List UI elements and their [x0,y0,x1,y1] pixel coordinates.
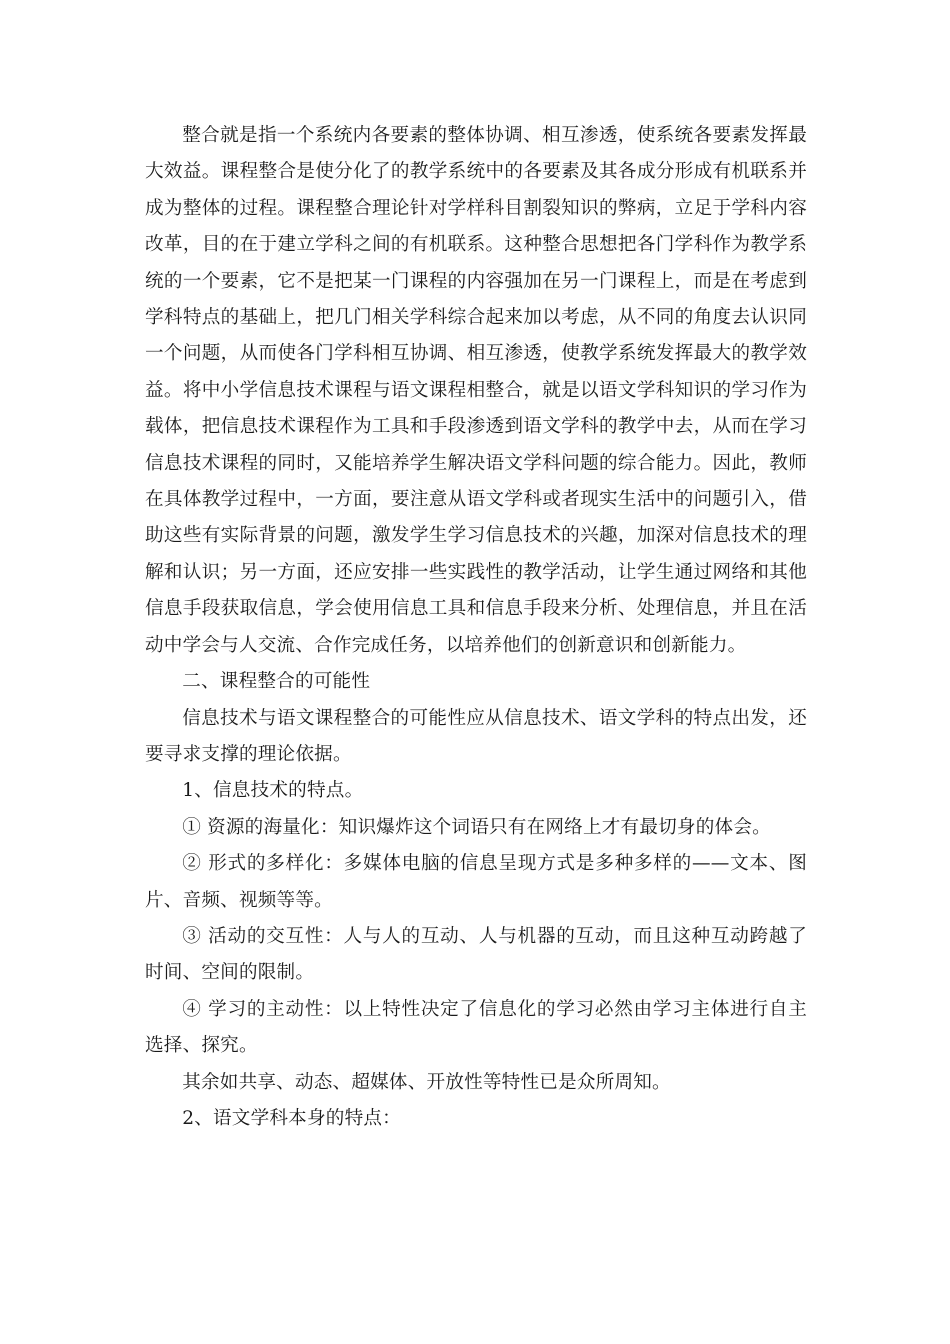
subheading-chinese-features: 2、语文学科本身的特点： [182,1107,401,1129]
document-body [145,118,807,1137]
paragraph-possibility-intro: 信息技术与语文课程整合的可能性应从信息技术、语文学科的特点出发，还要寻求支撑的理论依据。 [145,707,807,765]
paragraph-integration-definition: 整合就是指一个系统内各要素的整体协调、相互渗透，使系统各要素发挥最大效益。课程整合是使分化了的教学系统中的各要素及其各成分形成有机联系并成为整体的过程。课程整合理论针对学样科目割裂知识的弊病，立足于学科内容改革，目的在于建立学科之间的有机联系。这种整合思想把各门学科作为教学系统的一个要素，它不是把某一门课程的内容强加在另一门课程上，而是在考虑到学科特点的基础上，把几门相关学科综合起来加以考虑，从不同的角度去认识同一个问题，从而使各门学科相互协调、相互渗透，使教学系统发挥最大的教学效益。将中小学信息技术课程与语文课程相整合，就是以语文学科知识的学习作为载体，把信息技术课程作为工具和手段渗透到语文学科的教学中去，从而在学习信息技术课程的同时，又能培养学生解决语文学科问题的综合能力。因此，教师在具体教学过程中，一方面，要注意从语文学科或者现实生活中的问题引入，借助这些有实际背景的问题，激发学生学习信息技术的兴趣，加深对信息技术的理解和认识；另一方面，还应安排一些实践性的教学活动，让学生通过网络和其他信息手段获取信息，学会使用信息工具和信息手段来分析、处理信息，并且在活动中学会与人交流、合作完成任务，以培养他们的创新意识和创新能力。 [145,125,807,656]
list-item-initiative: ④ 学习的主动性：以上特性决定了信息化的学习必然由学习主体进行自主选择、探究。 [145,998,807,1057]
list-item-resources: ① 资源的海量化：知识爆炸这个词语只有在网络上才有最切身的体会。 [182,816,771,838]
list-item-interactivity: ③ 活动的交互性：人与人的互动、人与机器的互动，而且这种互动跨越了时间、空间的限制。 [145,925,807,984]
list-item-forms: ② 形式的多样化：多媒体电脑的信息呈现方式是多种多样的——文本、图片、音频、视频等等。 [145,853,807,911]
section-heading-possibility: 二、课程整合的可能性 [182,671,371,693]
paragraph-other-features: 其余如共享、动态、超媒体、开放性等特性已是众所周知。 [182,1071,671,1093]
subheading-it-features: 1、信息技术的特点。 [182,780,364,802]
